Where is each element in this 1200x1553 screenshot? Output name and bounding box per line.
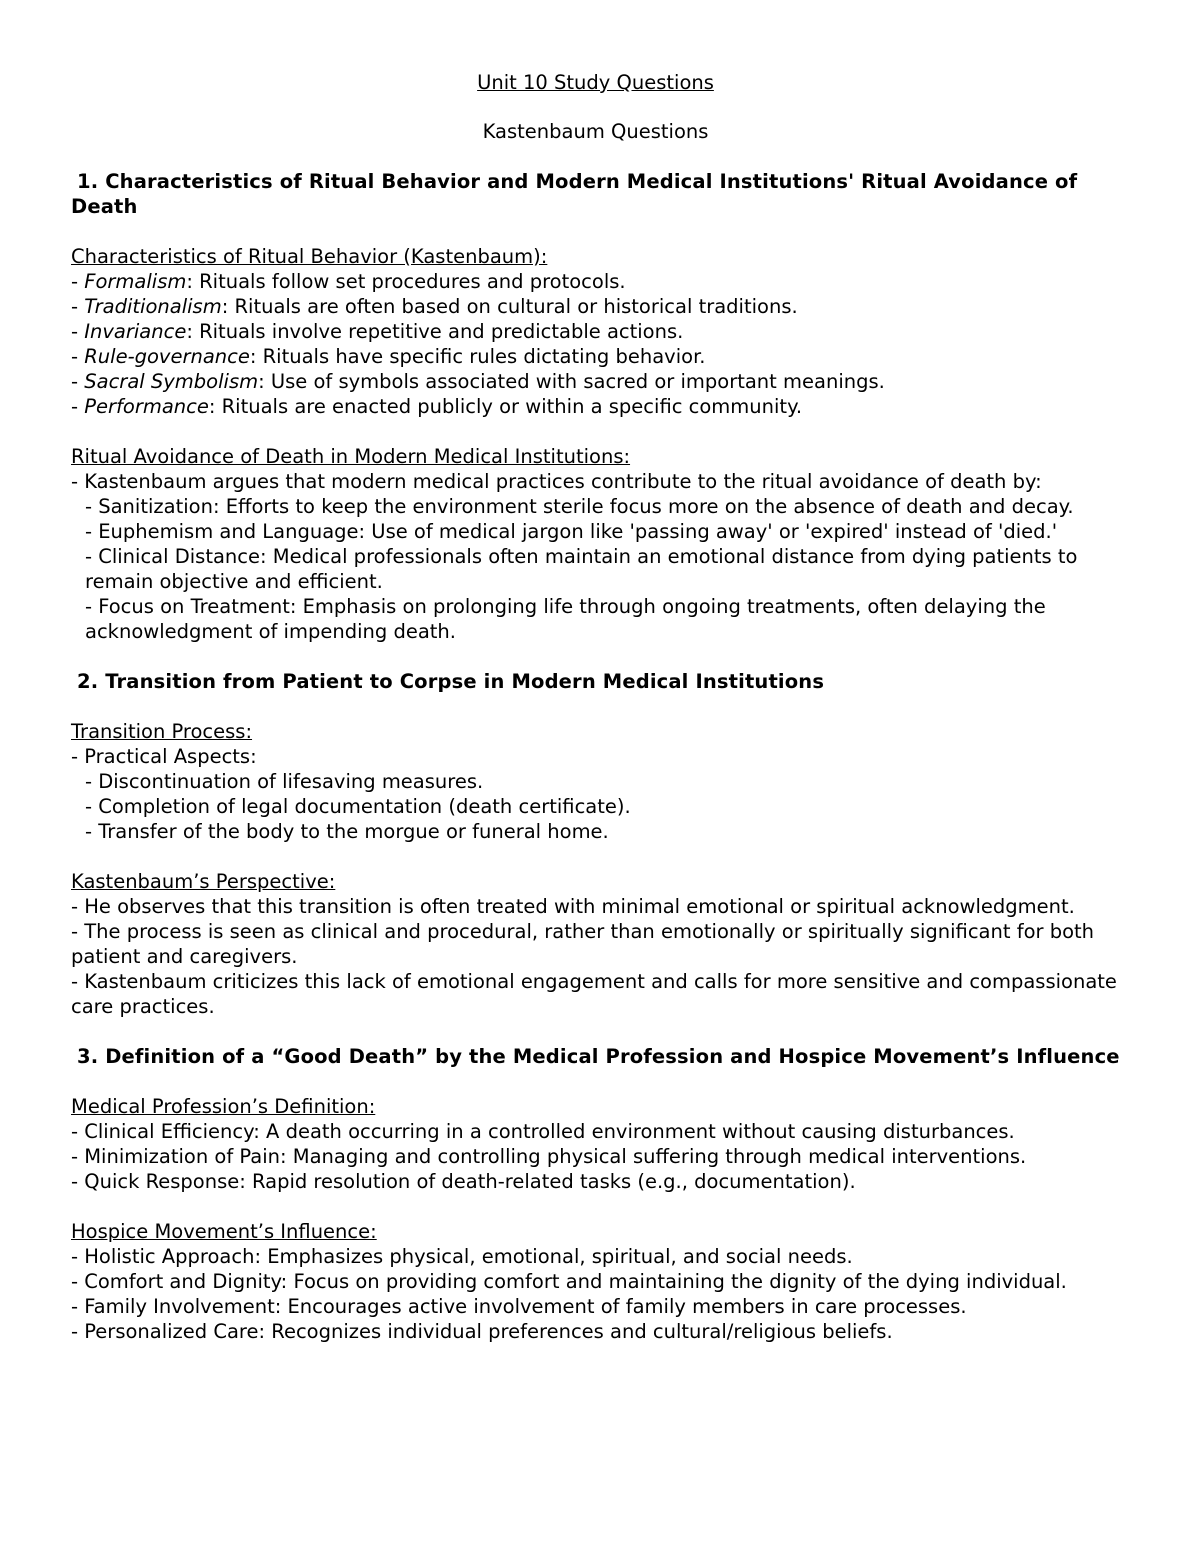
list-item: - Rule-governance: Rituals have specific rules dictating behavior. [71,345,706,368]
list-item: - Quick Response: Rapid resolution of death-related tasks (e.g., documentation). [71,1170,856,1193]
list-item: - Personalized Care: Recognizes individual preferences and cultural/religious beliefs. [71,1320,893,1343]
list-item: - Clinical Efficiency: A death occurring in a controlled environment without causing disturbances. [71,1120,1015,1143]
document-title: Unit 10 Study Questions [477,71,714,94]
question-1-heading: 1. Characteristics of Ritual Behavior and Modern Medical Institutions' Ritual Avoidance of Death [71,170,1078,218]
list-item: - Holistic Approach: Emphasizes physical, emotional, spiritual, and social needs. [71,1245,853,1268]
list-item: - Performance: Rituals are enacted publicly or within a specific community. [71,395,803,418]
q3-hospice-title: Hospice Movement’s Influence: [71,1220,377,1243]
list-item: - He observes that this transition is often treated with minimal emotional or spiritual acknowledgment. [71,895,1075,918]
list-item: - Euphemism and Language: Use of medical jargon like 'passing away' or 'expired' instead of 'died.' [85,520,1058,543]
list-item: - Kastenbaum argues that modern medical practices contribute to the ritual avoidance of death by: [71,470,1042,493]
q2-perspective-list [71,894,1120,1019]
q1-characteristics-title: Characteristics of Ritual Behavior (Kastenbaum): [71,245,548,268]
list-item: - Traditionalism: Rituals are often based on cultural or historical traditions. [71,295,798,318]
q3-hospice-list [71,1244,1120,1344]
list-item: - Comfort and Dignity: Focus on providing comfort and maintaining the dignity of the dying individual. [71,1270,1067,1293]
list-item: - Minimization of Pain: Managing and controlling physical suffering through medical interventions. [71,1145,1027,1168]
list-item: - Transfer of the body to the morgue or funeral home. [85,820,609,843]
q2-perspective-title: Kastenbaum’s Perspective: [71,870,336,893]
q1-characteristics-list [71,269,1120,419]
list-item: - Clinical Distance: Medical professionals often maintain an emotional distance from dying patients to remain objective and efficient. [85,545,1078,593]
list-item: - Discontinuation of lifesaving measures. [85,770,484,793]
q1-avoidance-title: Ritual Avoidance of Death in Modern Medical Institutions: [71,445,631,468]
q3-medical-definition-list [71,1119,1120,1194]
list-item: - Completion of legal documentation (death certificate). [85,795,631,818]
list-item: - Invariance: Rituals involve repetitive and predictable actions. [71,320,684,343]
q2-transition-title: Transition Process: [71,720,253,743]
list-item: - Kastenbaum criticizes this lack of emotional engagement and calls for more sensitive and compassionate care practices. [71,970,1117,1018]
document-subtitle: Kastenbaum Questions [482,120,709,143]
question-2-heading: 2. Transition from Patient to Corpse in Modern Medical Institutions [77,670,825,693]
question-3-heading: 3. Definition of a “Good Death” by the Medical Profession and Hospice Movement’s Influence [77,1045,1120,1068]
list-item: - Sacral Symbolism: Use of symbols associated with sacred or important meanings. [71,370,885,393]
q1-avoidance-list [71,469,1120,644]
q3-medical-definition-title: Medical Profession’s Definition: [71,1095,376,1118]
list-item: - Family Involvement: Encourages active involvement of family members in care processes. [71,1295,967,1318]
q2-transition-list [71,744,1120,844]
list-item: - Practical Aspects: [71,745,257,768]
list-item: - Sanitization: Efforts to keep the environment sterile focus more on the absence of death and decay. [85,495,1074,518]
list-item: - The process is seen as clinical and procedural, rather than emotionally or spiritually significant for both patient and caregivers. [71,920,1095,968]
list-item: - Formalism: Rituals follow set procedures and protocols. [71,270,626,293]
list-item: - Focus on Treatment: Emphasis on prolonging life through ongoing treatments, often delaying the acknowledgment of impending death. [85,595,1046,643]
